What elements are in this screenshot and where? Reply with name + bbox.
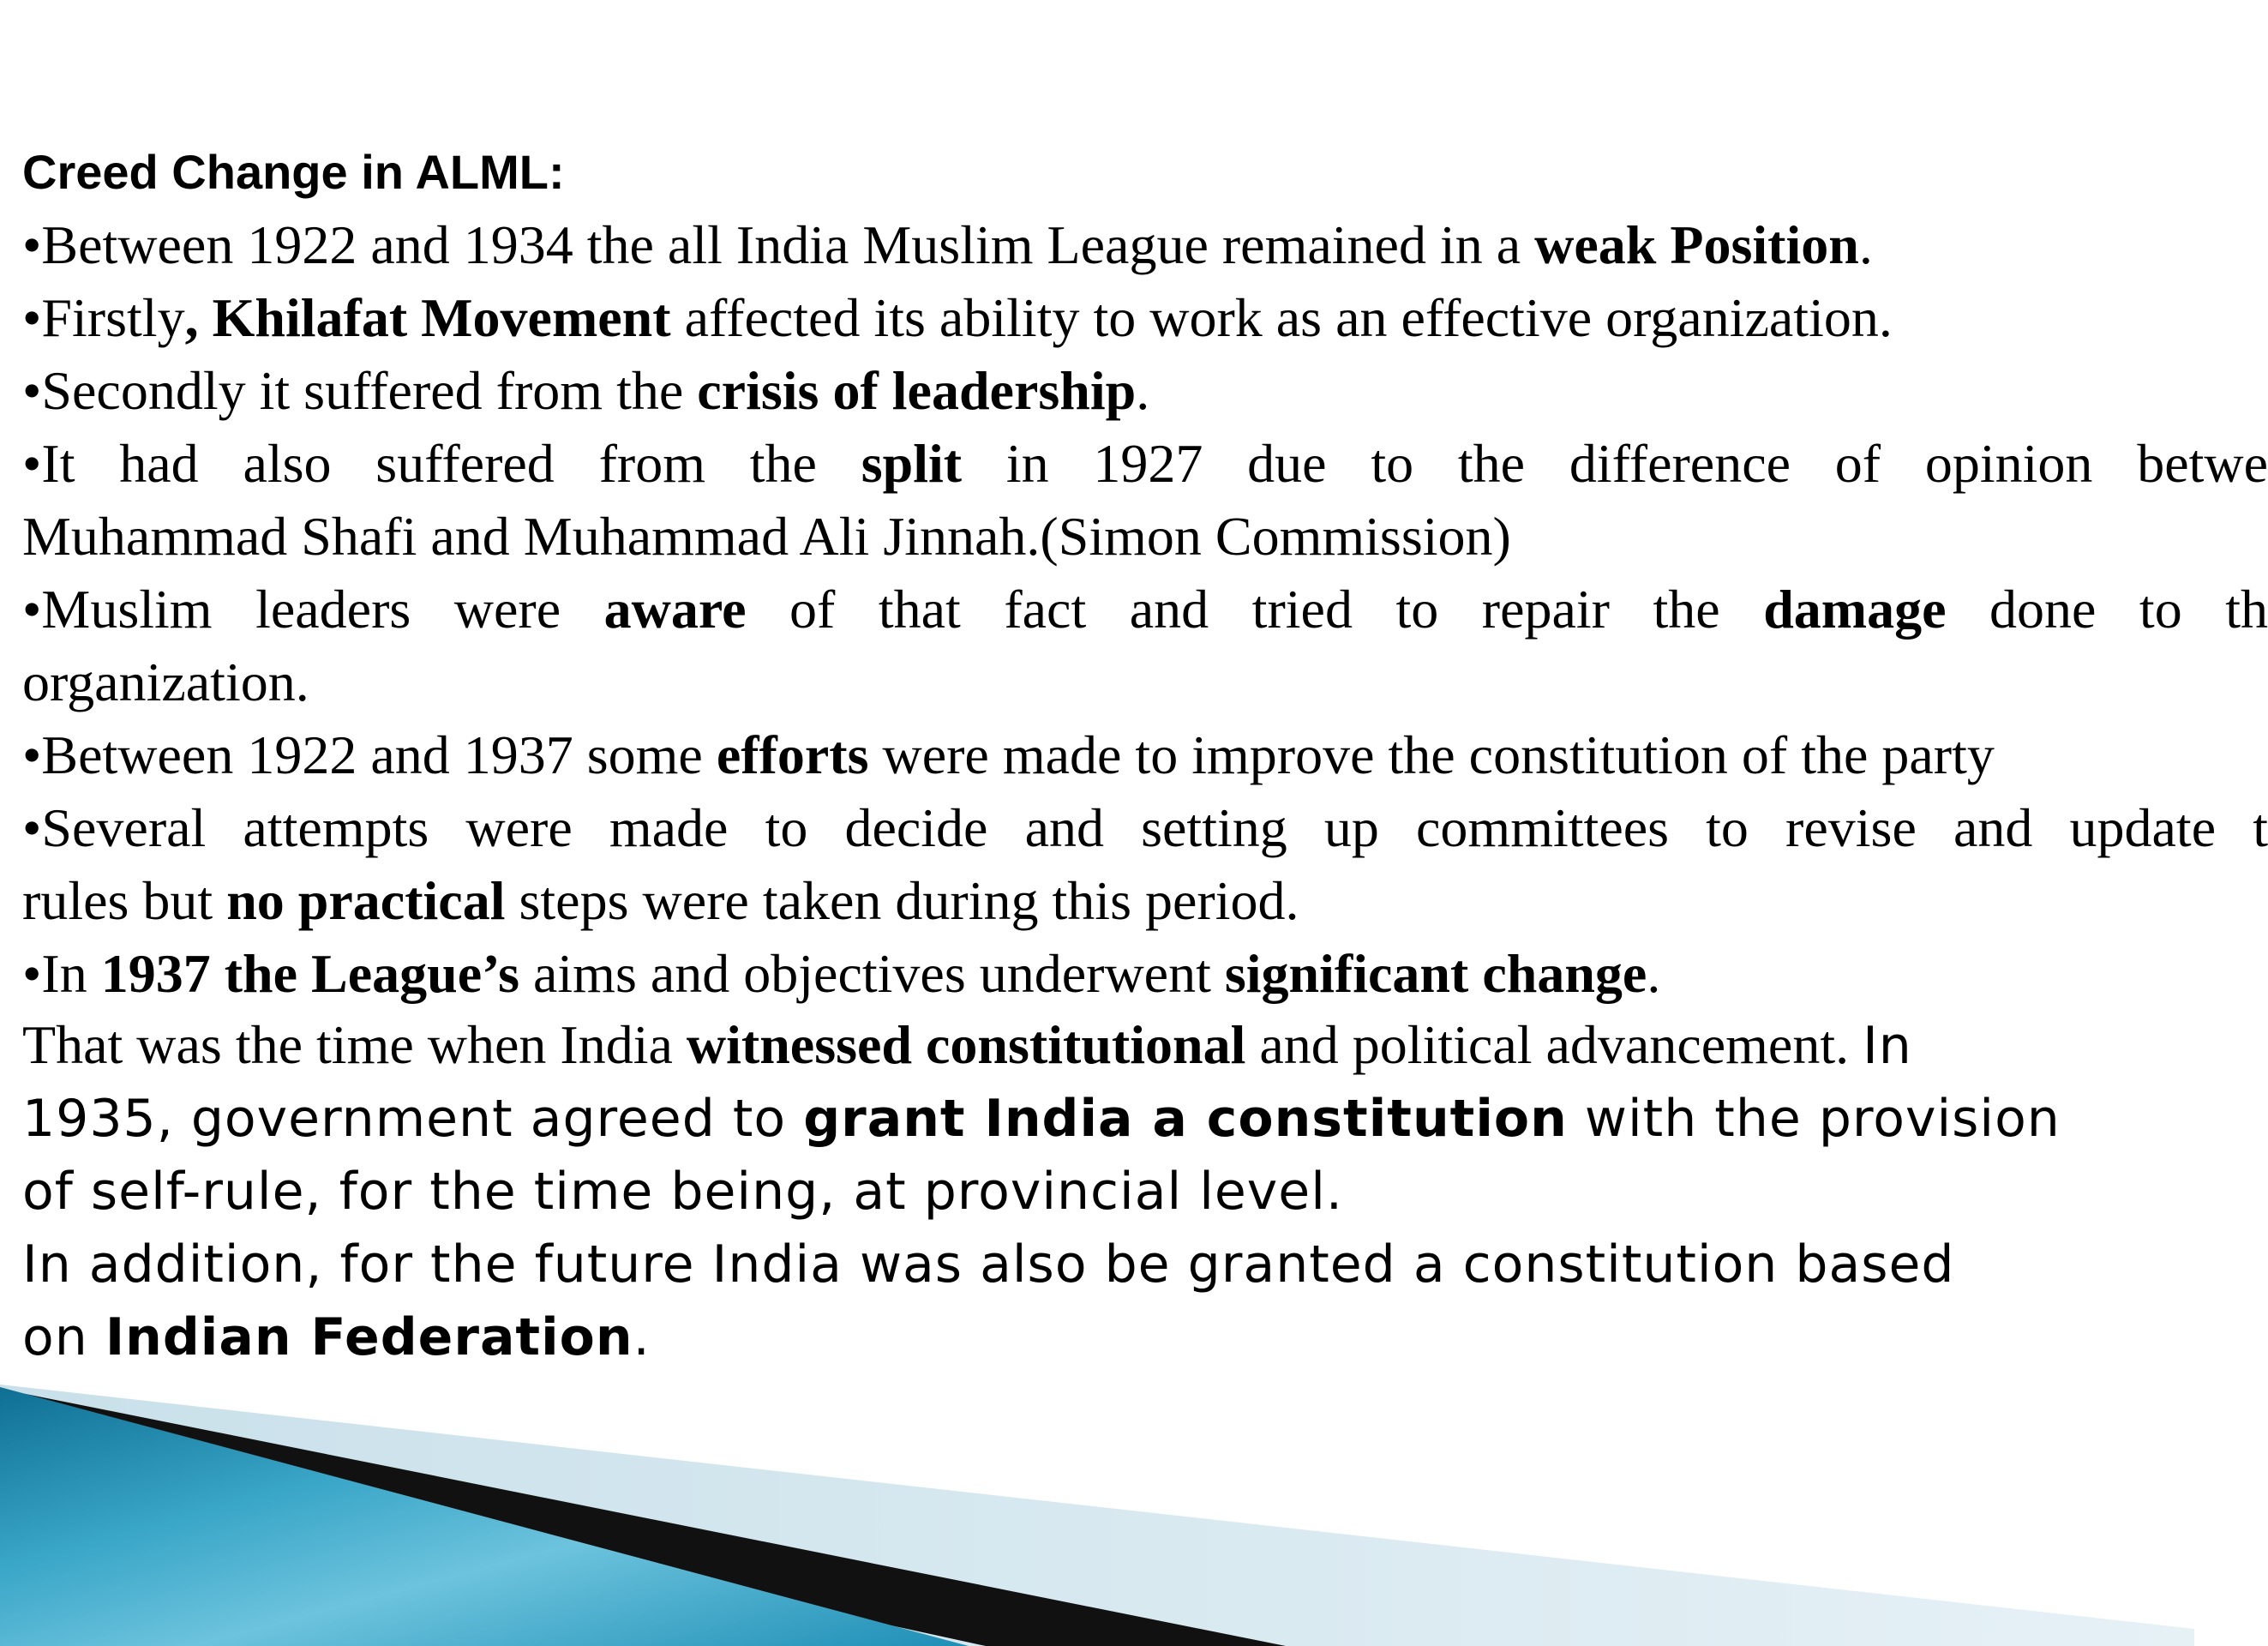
text: steps were taken during this period. bbox=[505, 870, 1299, 931]
emphasis: damage bbox=[1763, 579, 1947, 640]
emphasis: no practical bbox=[226, 870, 506, 931]
emphasis: efforts bbox=[716, 724, 869, 785]
text: in 1927 due to the difference of opinion betwe bbox=[962, 433, 2268, 494]
text: . bbox=[1647, 943, 1661, 1004]
text: In bbox=[1863, 1016, 1912, 1076]
slide-content bbox=[22, 135, 2268, 1374]
text: rules but bbox=[22, 870, 227, 931]
bullet-split bbox=[22, 427, 2268, 500]
text: and political advancement. bbox=[1245, 1014, 1863, 1075]
text: •In bbox=[22, 943, 101, 1004]
paragraph-1935-continued: of self-rule, for the time being, at provincial level. bbox=[22, 1162, 1343, 1222]
text: That was the time when India bbox=[22, 1014, 687, 1075]
text: •Muslim leaders were bbox=[22, 579, 604, 640]
paragraph-federation: In addition, for the future India was also be granted a constitution based bbox=[22, 1234, 1955, 1295]
text: 1935, government agreed to bbox=[22, 1089, 804, 1149]
text: with the provision bbox=[1567, 1089, 2061, 1149]
bullet-weak-position bbox=[22, 208, 2251, 281]
slide-title: Creed Change in ALML: bbox=[22, 145, 565, 199]
emphasis: weak Position bbox=[1534, 214, 1859, 275]
text: •Between 1922 and 1934 the all India Muslim League remained in a bbox=[22, 214, 1535, 275]
emphasis: grant India a constitution bbox=[803, 1089, 1568, 1149]
bullet-split-continued: Muhammad Shafi and Muhammad Ali Jinnah.(Simon Commission) bbox=[22, 506, 1511, 567]
text: . bbox=[1858, 214, 1873, 275]
text: aims and objectives underwent bbox=[519, 943, 1225, 1004]
bullet-khilafat bbox=[22, 281, 2251, 354]
emphasis: aware bbox=[603, 579, 747, 640]
text: were made to improve the constitution of the party bbox=[868, 724, 1995, 785]
emphasis: witnessed constitutional bbox=[686, 1014, 1246, 1075]
bullet-attempts: •Several attempts were made to decide and setting up committees to revise and update t bbox=[22, 797, 2268, 858]
text: . bbox=[633, 1307, 651, 1367]
text: •Between 1922 and 1937 some bbox=[22, 724, 717, 785]
emphasis: Indian Federation bbox=[105, 1307, 633, 1367]
bullet-aware bbox=[22, 573, 2268, 646]
text: •Firstly bbox=[22, 287, 185, 348]
text: •Secondly it suffered from the bbox=[22, 360, 698, 421]
paragraph-federation-continued bbox=[22, 1301, 2251, 1374]
text: done to th bbox=[1946, 579, 2268, 640]
text: on bbox=[22, 1307, 105, 1367]
text: of that fact and tried to repair the bbox=[746, 579, 1764, 640]
text: affected its ability to work as an effective organization. bbox=[670, 287, 1893, 348]
slide-decoration bbox=[0, 1372, 2194, 1646]
bullet-attempts-continued bbox=[22, 864, 2251, 937]
emphasis: split bbox=[861, 433, 963, 494]
bullet-leadership bbox=[22, 354, 2251, 427]
emphasis: , Khilafat Movement bbox=[184, 287, 671, 348]
text: •It had also suffered from the bbox=[22, 433, 861, 494]
bullet-1937-change bbox=[22, 937, 2251, 1010]
paragraph-1935 bbox=[22, 1083, 2251, 1156]
emphasis: crisis of leadership bbox=[697, 360, 1137, 421]
bullet-aware-continued: organization. bbox=[22, 652, 309, 712]
text: . bbox=[1136, 360, 1150, 421]
bullet-efforts bbox=[22, 718, 2251, 791]
paragraph-constitutional bbox=[22, 1010, 2251, 1083]
emphasis: 1937 the League’s bbox=[100, 943, 519, 1004]
emphasis: significant change bbox=[1224, 943, 1647, 1004]
